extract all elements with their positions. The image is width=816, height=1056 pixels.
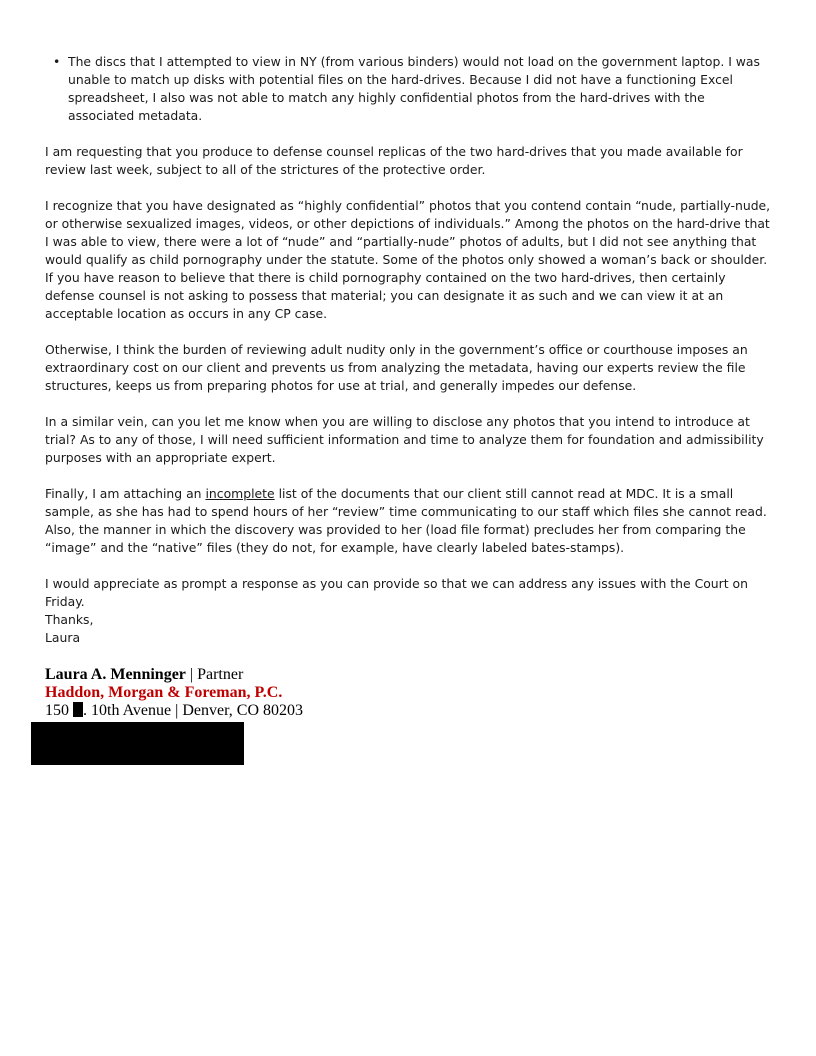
closing-thanks: Thanks, — [45, 612, 94, 627]
redaction-mark-inline — [73, 702, 83, 717]
paragraph-request-replicas: I am requesting that you produce to defense counsel replicas of the two hard-drives that you made available for review last week, subject to all of the strictures of the protective order. — [45, 144, 743, 177]
signature-firm: Haddon, Morgan & Foreman, P.C. — [45, 684, 283, 701]
paragraph-attachment — [45, 485, 773, 557]
paragraph-trial-photos: In a similar vein, can you let me know when you are willing to disclose any photos that you intend to introduce at trial? As to any of those, I will need sufficient information and time to analyze them for foundation and admissibility purposes with an appropriate expert. — [45, 414, 764, 465]
signature-name-line — [45, 666, 303, 684]
address-start: 150 — [45, 702, 73, 719]
sender-first-name: Laura — [45, 630, 81, 645]
attachment-text-end: list of the documents that our client still cannot read at MDC. It is a small sample, as she has had to spend hours of her “review” time communicating to our staff which files she cannot read. Also, the manner in which the discovery was provided to her (load file format) precludes her from comparing the “image” and the “native” files (they do not, for example, have clearly labeled bates-stamps). — [45, 486, 767, 555]
signature-address — [45, 702, 303, 720]
paragraph-highly-confidential: I recognize that you have designated as “highly confidential” photos that you contend contain “nude, partially-nude, or otherwise sexualized images, videos, or other depictions of individuals.” Among the photos on the hard-drive that I was able to view, there were a lot of “nude” and “partially-nude” photos of adults, but I did not see anything that would qualify as child pornography under the statute. Some of the photos only showed a woman’s back or shoulder. If you have reason to believe that there is child pornography contained on the two hard-drives, then certainly defense counsel is not asking to possess that material; you can designate it as such and we can view it at an acceptable location as occurs in any CP case. — [45, 198, 771, 321]
signature-separator: | — [185, 666, 198, 683]
redaction-block — [31, 722, 244, 765]
paragraph-prompt-response: I would appreciate as prompt a response as you can provide so that we can address any issues with the Court on Friday. — [45, 576, 748, 609]
bullet-text: The discs that I attempted to view in NY (from various binders) would not load on the government laptop. I was unable to match up disks with potential files on the hard-drives. Because I did not have a functioning Excel spreadsheet, I also was not able to match any highly confidential photos from the hard-drives with the associated metadata. — [68, 54, 760, 123]
signature-title: Partner — [197, 666, 244, 683]
signature-name: Laura A. Menninger — [45, 666, 186, 683]
address-end: . 10th Avenue | Denver, CO 80203 — [83, 702, 304, 719]
bullet-dot: • — [53, 54, 61, 69]
bullet-list-item — [53, 53, 773, 125]
incomplete-underlined: incomplete — [205, 486, 275, 501]
attachment-text-start: Finally, I am attaching an — [45, 486, 206, 501]
paragraph-burden: Otherwise, I think the burden of reviewing adult nudity only in the government’s office or courthouse imposes an extraordinary cost on our client and prevents us from analyzing the metadata, having our experts review the file structures, keeps us from preparing photos for use at trial, and generally impedes our defense. — [45, 342, 748, 393]
email-signature — [45, 666, 303, 720]
